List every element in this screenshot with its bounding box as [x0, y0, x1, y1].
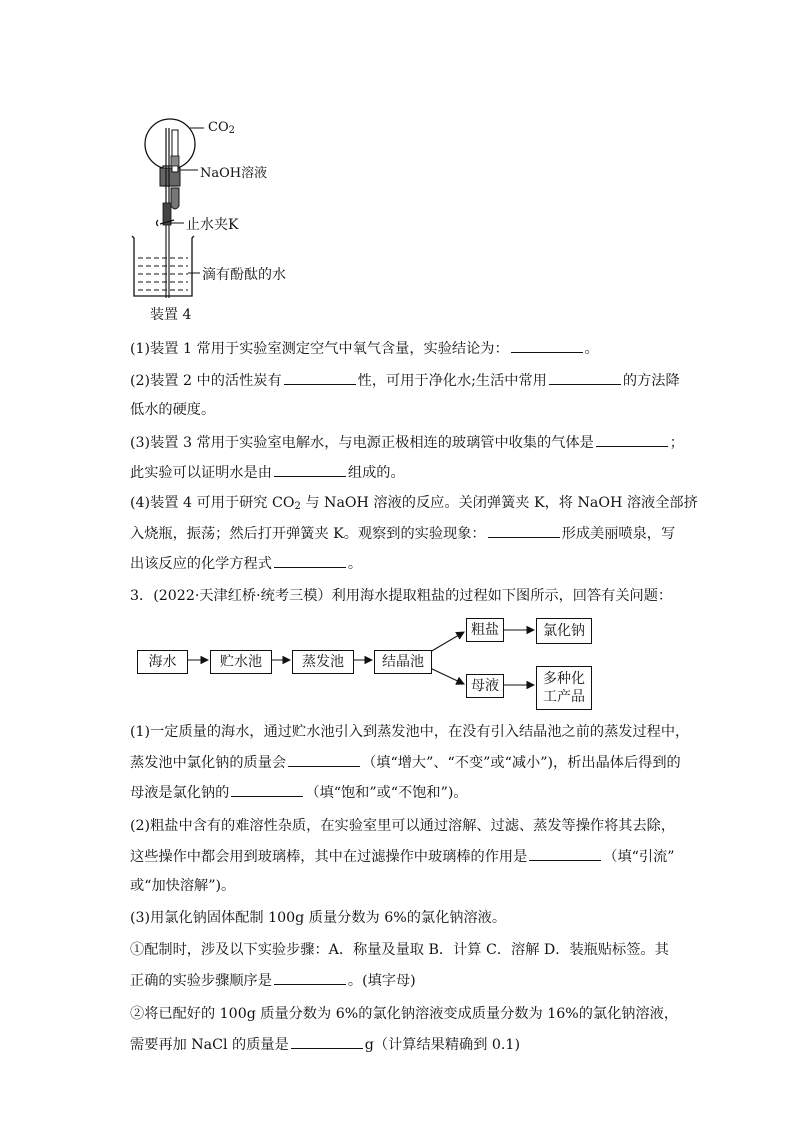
- answer-blank[interactable]: [529, 846, 601, 861]
- flask-bulb: [145, 119, 195, 169]
- q3-part2-line1: (2)粗盐中含有的难溶性杂质，在实验室里可以通过溶解、过滤、蒸发等操作将其去除，: [130, 818, 676, 834]
- answer-blank[interactable]: [274, 462, 346, 477]
- flow-box-chem-products: 多种化 工产品: [536, 666, 592, 710]
- answer-blank[interactable]: [284, 370, 356, 385]
- answer-blank[interactable]: [511, 338, 583, 353]
- q3-part3-1-line2: 正确的实验步骤顺序是 。(填字母): [130, 970, 416, 991]
- q2-part1: (1)装置 1 常用于实验室测定空气中氧气含量，实验结论为： 。: [130, 338, 599, 359]
- flow-box-crude-salt: 粗盐: [466, 618, 504, 642]
- q3-part3: (3)用氯化钠固体配制 100g 质量分数为 6%的氯化钠溶液。: [130, 910, 507, 926]
- label-co2: $CO_2$: [208, 120, 235, 136]
- flow-box-reservoir: 贮水池: [210, 650, 272, 674]
- q2-part4-line2: 入烧瓶，振荡；然后打开弹簧夹 K。观察到的实验现象： 形成美丽喷泉，写: [130, 523, 675, 544]
- flow-box-mother-liquor: 母液: [466, 674, 504, 698]
- q3-part1-line2: 蒸发池中氯化钠的质量会 （填“增大”、“不变”或“减小”)，析出晶体后得到的: [130, 752, 681, 773]
- flow-box-seawater: 海水: [137, 650, 188, 674]
- apparatus-4-diagram: [130, 108, 370, 323]
- naoh-solution-fill: [171, 156, 179, 166]
- label-clamp-k: 止水夹K: [186, 217, 239, 233]
- answer-blank[interactable]: [488, 523, 560, 538]
- flow-box-nacl: 氯化钠: [536, 618, 592, 644]
- q3-part2-line3: 或“加快溶解”)。: [130, 878, 236, 894]
- apparatus-4-svg: [130, 108, 370, 323]
- q3-part3-1-line1: ①配制时，涉及以下实验步骤：A．称量及量取 B．计算 C．溶解 D．装瓶贴标签。其: [130, 942, 669, 958]
- q3-part2-line2: 这些操作中都会用到玻璃棒，其中在过滤操作中玻璃棒的作用是 （填“引流”: [130, 846, 675, 867]
- q2-part3-line2: 此实验可以证明水是由 组成的。: [130, 462, 405, 483]
- flow-arrows: [130, 610, 600, 715]
- q3-part1-line3: 母液是氯化钠的 （填“饱和”或“不饱和”)。: [130, 782, 468, 803]
- caption-apparatus-4: 装置 4: [150, 307, 192, 323]
- q2-part3-line1: (3)装置 3 常用于实验室电解水，与电源正极相连的玻璃管中收集的气体是 ；: [130, 432, 684, 453]
- label-phenolphthalein-water: 滴有酚酞的水: [202, 267, 286, 283]
- water-lines: [138, 258, 188, 290]
- answer-blank[interactable]: [274, 553, 346, 568]
- answer-blank[interactable]: [288, 752, 360, 767]
- q2-part4-line3: 出该反应的化学方程式 。: [130, 553, 362, 574]
- label-naoh-solution: NaOH溶液: [200, 166, 268, 181]
- q3-part3-2-line1: ②将已配好的 100g 质量分数为 6%的氯化钠溶液变成质量分数为 16%的氯化钠溶液，: [130, 1006, 679, 1022]
- flow-box-evaporation: 蒸发池: [292, 650, 354, 674]
- q2-part2-line2: 低水的硬度。: [130, 402, 216, 418]
- q2-part4-line1: (4)装置 4 可用于研究 $CO_2$ 与 NaOH 溶液的反应。关闭弹簧夹 K，将 NaOH 溶液全部挤: [130, 495, 698, 512]
- answer-blank[interactable]: [231, 782, 303, 797]
- q3-part3-2-line2: 需要再加 NaCl 的质量是 g（计算结果精确到 0.1): [130, 1034, 520, 1055]
- answer-blank[interactable]: [596, 432, 668, 447]
- flow-box-crystallization: 结晶池: [374, 650, 432, 674]
- q2-part2-line1: (2)装置 2 中的活性炭有 性，可用于净化水;生活中常用 的方法降: [130, 370, 680, 391]
- q3-heading: 3．(2022·天津红桥·统考三模）利用海水提取粗盐的过程如下图所示，回答有关问题：: [130, 588, 673, 604]
- answer-blank[interactable]: [274, 970, 346, 985]
- q3-part1-line1: (1)一定质量的海水，通过贮水池引入到蒸发池中，在没有引入结晶池之前的蒸发过程中，: [130, 724, 690, 740]
- seawater-flow-diagram: [130, 610, 600, 715]
- rubber-bulb: [171, 188, 179, 209]
- answer-blank[interactable]: [549, 370, 621, 385]
- answer-blank[interactable]: [291, 1034, 363, 1049]
